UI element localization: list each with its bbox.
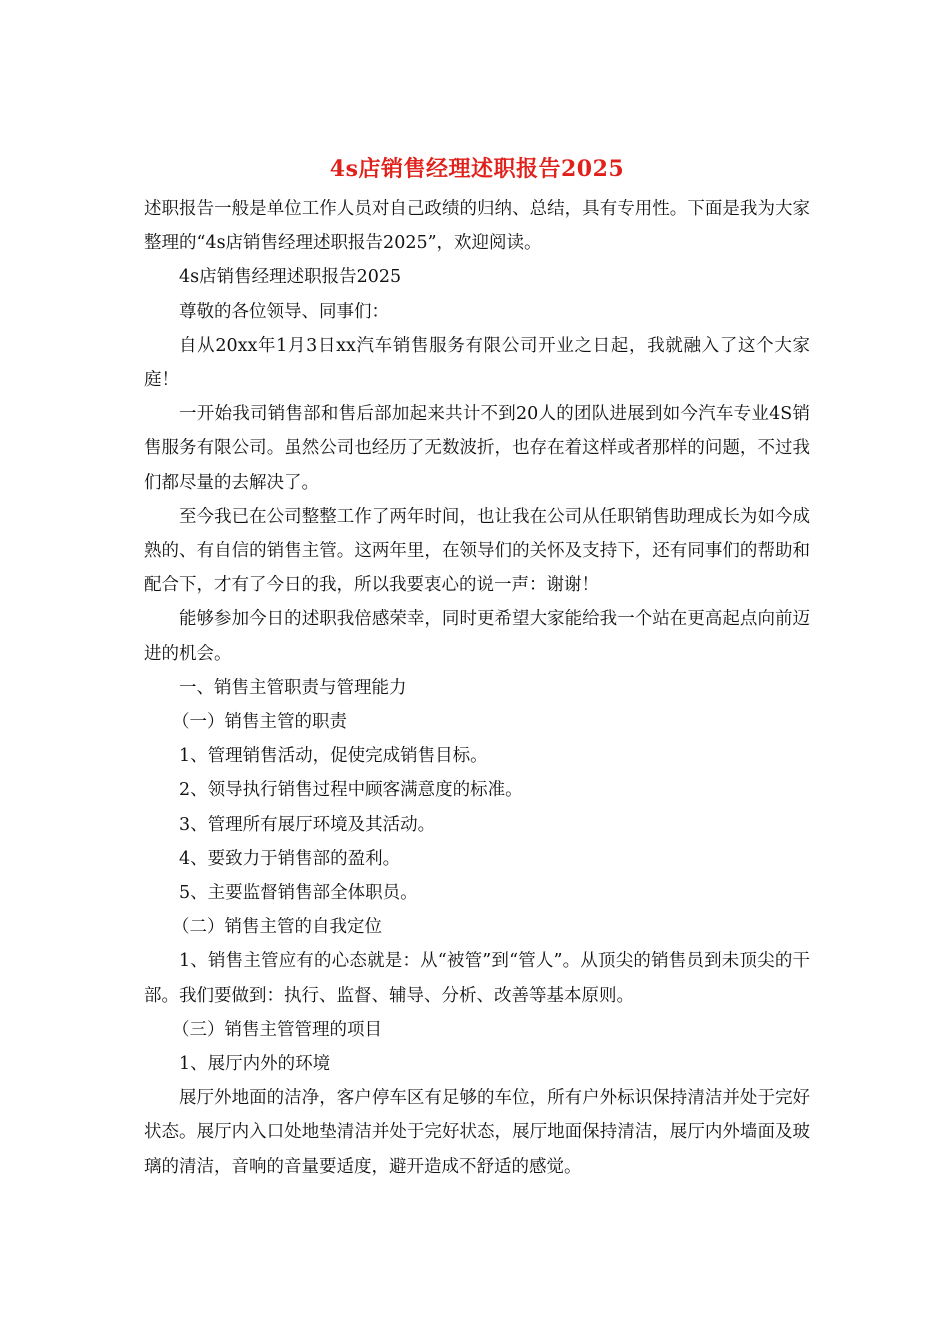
document-page	[144, 150, 810, 1184]
document-title: 4s店销售经理述职报告2025	[329, 156, 625, 182]
duty-item: 2、领导执行销售过程中顾客满意度的标准。	[179, 780, 523, 801]
subsection-heading-items: （三）销售主管管理的项目	[172, 1019, 382, 1040]
report-subtitle: 4s店销售经理述职报告2025	[179, 267, 402, 288]
duty-item: 1、管理销售活动，促使完成销售目标。	[179, 746, 488, 767]
subsection-heading-duties: （一）销售主管的职责	[172, 712, 347, 733]
section-heading-1: 一、销售主管职责与管理能力	[179, 677, 407, 698]
duty-item: 3、管理所有展厅环境及其活动。	[179, 814, 436, 835]
paragraph-position: 1、销售主管应有的心态就是：从“被管”到“管人”。从顶尖的销售员到未顶尖的干部。我们要做到：执行、监督、辅导、分析、改善等基本原则。	[144, 951, 810, 1006]
duty-item: 5、主要监督销售部全体职员。	[179, 883, 418, 904]
paragraph-honor: 能够参加今日的述职我倍感荣幸，同时更希望大家能给我一个站在更高起点向前迈进的机会。	[144, 609, 810, 664]
greeting: 尊敬的各位领导、同事们：	[179, 301, 389, 322]
duty-item: 4、要致力于销售部的盈利。	[179, 848, 401, 869]
paragraph-team-growth: 一开始我司销售部和售后部加起来共计不到20人的团队进展到如今汽车专业4S销售服务有限公司。虽然公司也经历了无数波折，也存在着这样或者那样的问题，不过我们都尽量的去解决了。	[144, 404, 810, 493]
intro-paragraph: 述职报告一般是单位工作人员对自己政绩的归纳、总结，具有专用性。下面是我为大家整理的“4s店销售经理述职报告2025”，欢迎阅读。	[144, 199, 810, 254]
subsection-heading-position: （二）销售主管的自我定位	[172, 917, 382, 938]
item-heading-environment: 1、展厅内外的环境	[179, 1054, 331, 1075]
paragraph-joined: 自从20xx年1月3日xx汽车销售服务有限公司开业之日起，我就融入了这个大家庭！	[144, 335, 810, 391]
paragraph-environment: 展厅外地面的洁净，客户停车区有足够的车位，所有户外标识保持清洁并处于完好状态。展厅内入口处地垫清洁并处于完好状态，展厅地面保持清洁，展厅内外墙面及玻璃的清洁，音响的音量要适度，避开造成不舒适的感觉。	[144, 1088, 810, 1177]
paragraph-two-years: 至今我已在公司整整工作了两年时间，也让我在公司从任职销售助理成长为如今成熟的、有自信的销售主管。这两年里，在领导们的关怀及支持下，还有同事们的帮助和配合下，才有了今日的我，所以我要衷心的说一声：谢谢！	[144, 506, 810, 596]
